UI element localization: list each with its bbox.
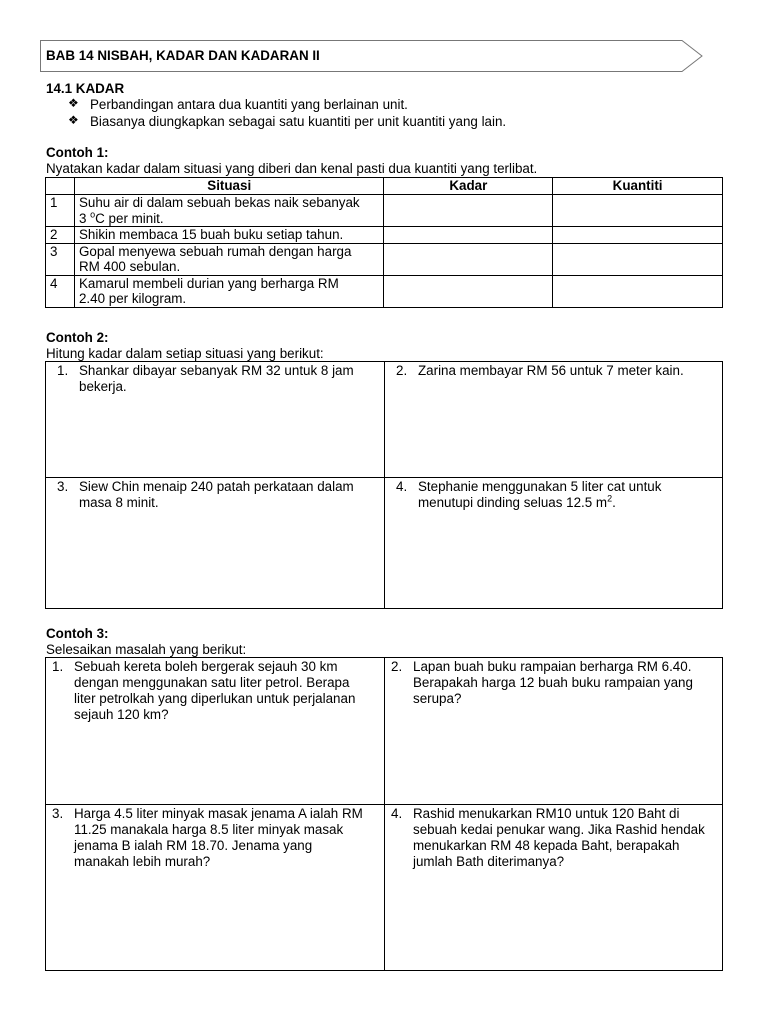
header-kadar: Kadar (384, 178, 553, 195)
table-row: 1 Suhu air di dalam sebuah bekas naik sebanyak 3 $^o$C per minit. (46, 195, 723, 227)
kuantiti-answer-cell[interactable] (553, 227, 723, 244)
header-situasi: Situasi (74, 178, 384, 195)
kadar-answer-cell[interactable] (384, 243, 553, 275)
situasi-cell: Shikin membaca 15 buah buku setiap tahun. (74, 227, 384, 244)
kuantiti-answer-cell[interactable] (553, 275, 723, 307)
diamond-bullet-icon: ❖ (68, 113, 79, 127)
contoh2-instruction: Hitung kadar dalam setiap situasi yang berikut: (46, 346, 324, 361)
contoh3-instruction: Selesaikan masalah yang berikut: (46, 642, 247, 657)
situasi-cell: Kamarul membeli durian yang berharga RM 2.40 per kilogram. (74, 275, 384, 307)
contoh2-title: Contoh 2: (46, 330, 109, 345)
contoh1-title: Contoh 1: (46, 145, 109, 160)
kadar-answer-cell[interactable] (384, 227, 553, 244)
chapter-banner (40, 40, 703, 72)
chapter-title: BAB 14 NISBAH, KADAR DAN KADARAN II (46, 48, 320, 63)
contoh3-title: Contoh 3: (46, 626, 109, 641)
contoh1-instruction: Nyatakan kadar dalam situasi yang diberi dan kenal pasti dua kuantiti yang terlibat. (46, 161, 538, 176)
table-row: 3 Gopal menyewa sebuah rumah dengan harga RM 400 sebulan. (46, 243, 723, 275)
situasi-cell: Suhu air di dalam sebuah bekas naik sebanyak 3 $^o$C per minit. (74, 195, 384, 227)
contoh3-grid: 1. Sebuah kereta boleh bergerak sejauh 30 km dengan menggunakan satu liter petrol. Berapa liter petrolkah yang diperlukan untuk perjalanan sejauh 120 km? 2. Lapan buah buku rampaian berharga RM 6.40. Berapakah harga 12 buah buku rampaian yang serupa? 3. Harga 4.5 liter minyak masak jenama A ialah RM 11.25 manakala harga 8.5 liter minyak masak jenama B ialah RM 18.70. Jenama yang manakah lebih murah? 4. Rashid menukarkan RM10 untuk 120 Baht di sebuah kedai penukar wang. Jika Rashid hendak menukarkan RM 48 kepada Baht, berapakah jumlah Bath diterimanya? (45, 657, 723, 971)
header-kuantiti: Kuantiti (553, 178, 723, 195)
situasi-cell: Gopal menyewa sebuah rumah dengan harga RM 400 sebulan. (74, 243, 384, 275)
table-row: 2 Shikin membaca 15 buah buku setiap tahun. (46, 227, 723, 244)
table-row: 4 Kamarul membeli durian yang berharga RM 2.40 per kilogram. (46, 275, 723, 307)
diamond-bullet-icon: ❖ (68, 96, 79, 110)
kadar-answer-cell[interactable] (384, 275, 553, 307)
kadar-answer-cell[interactable] (384, 195, 553, 227)
kuantiti-answer-cell[interactable] (553, 243, 723, 275)
contoh2-grid: 1. Shankar dibayar sebanyak RM 32 untuk 8 jam bekerja. 2. Zarina membayar RM 56 untuk 7 meter kain. 3. Siew Chin menaip 240 patah perkataan dalam masa 8 minit. 4. Stephanie menggunakan 5 liter cat untuk menutupi dinding seluas 12.5 $m^2$. (45, 361, 723, 609)
section-title: 14.1 KADAR (46, 81, 125, 96)
table-header-row (46, 178, 723, 195)
contoh1-table (45, 177, 723, 308)
kuantiti-answer-cell[interactable] (553, 195, 723, 227)
